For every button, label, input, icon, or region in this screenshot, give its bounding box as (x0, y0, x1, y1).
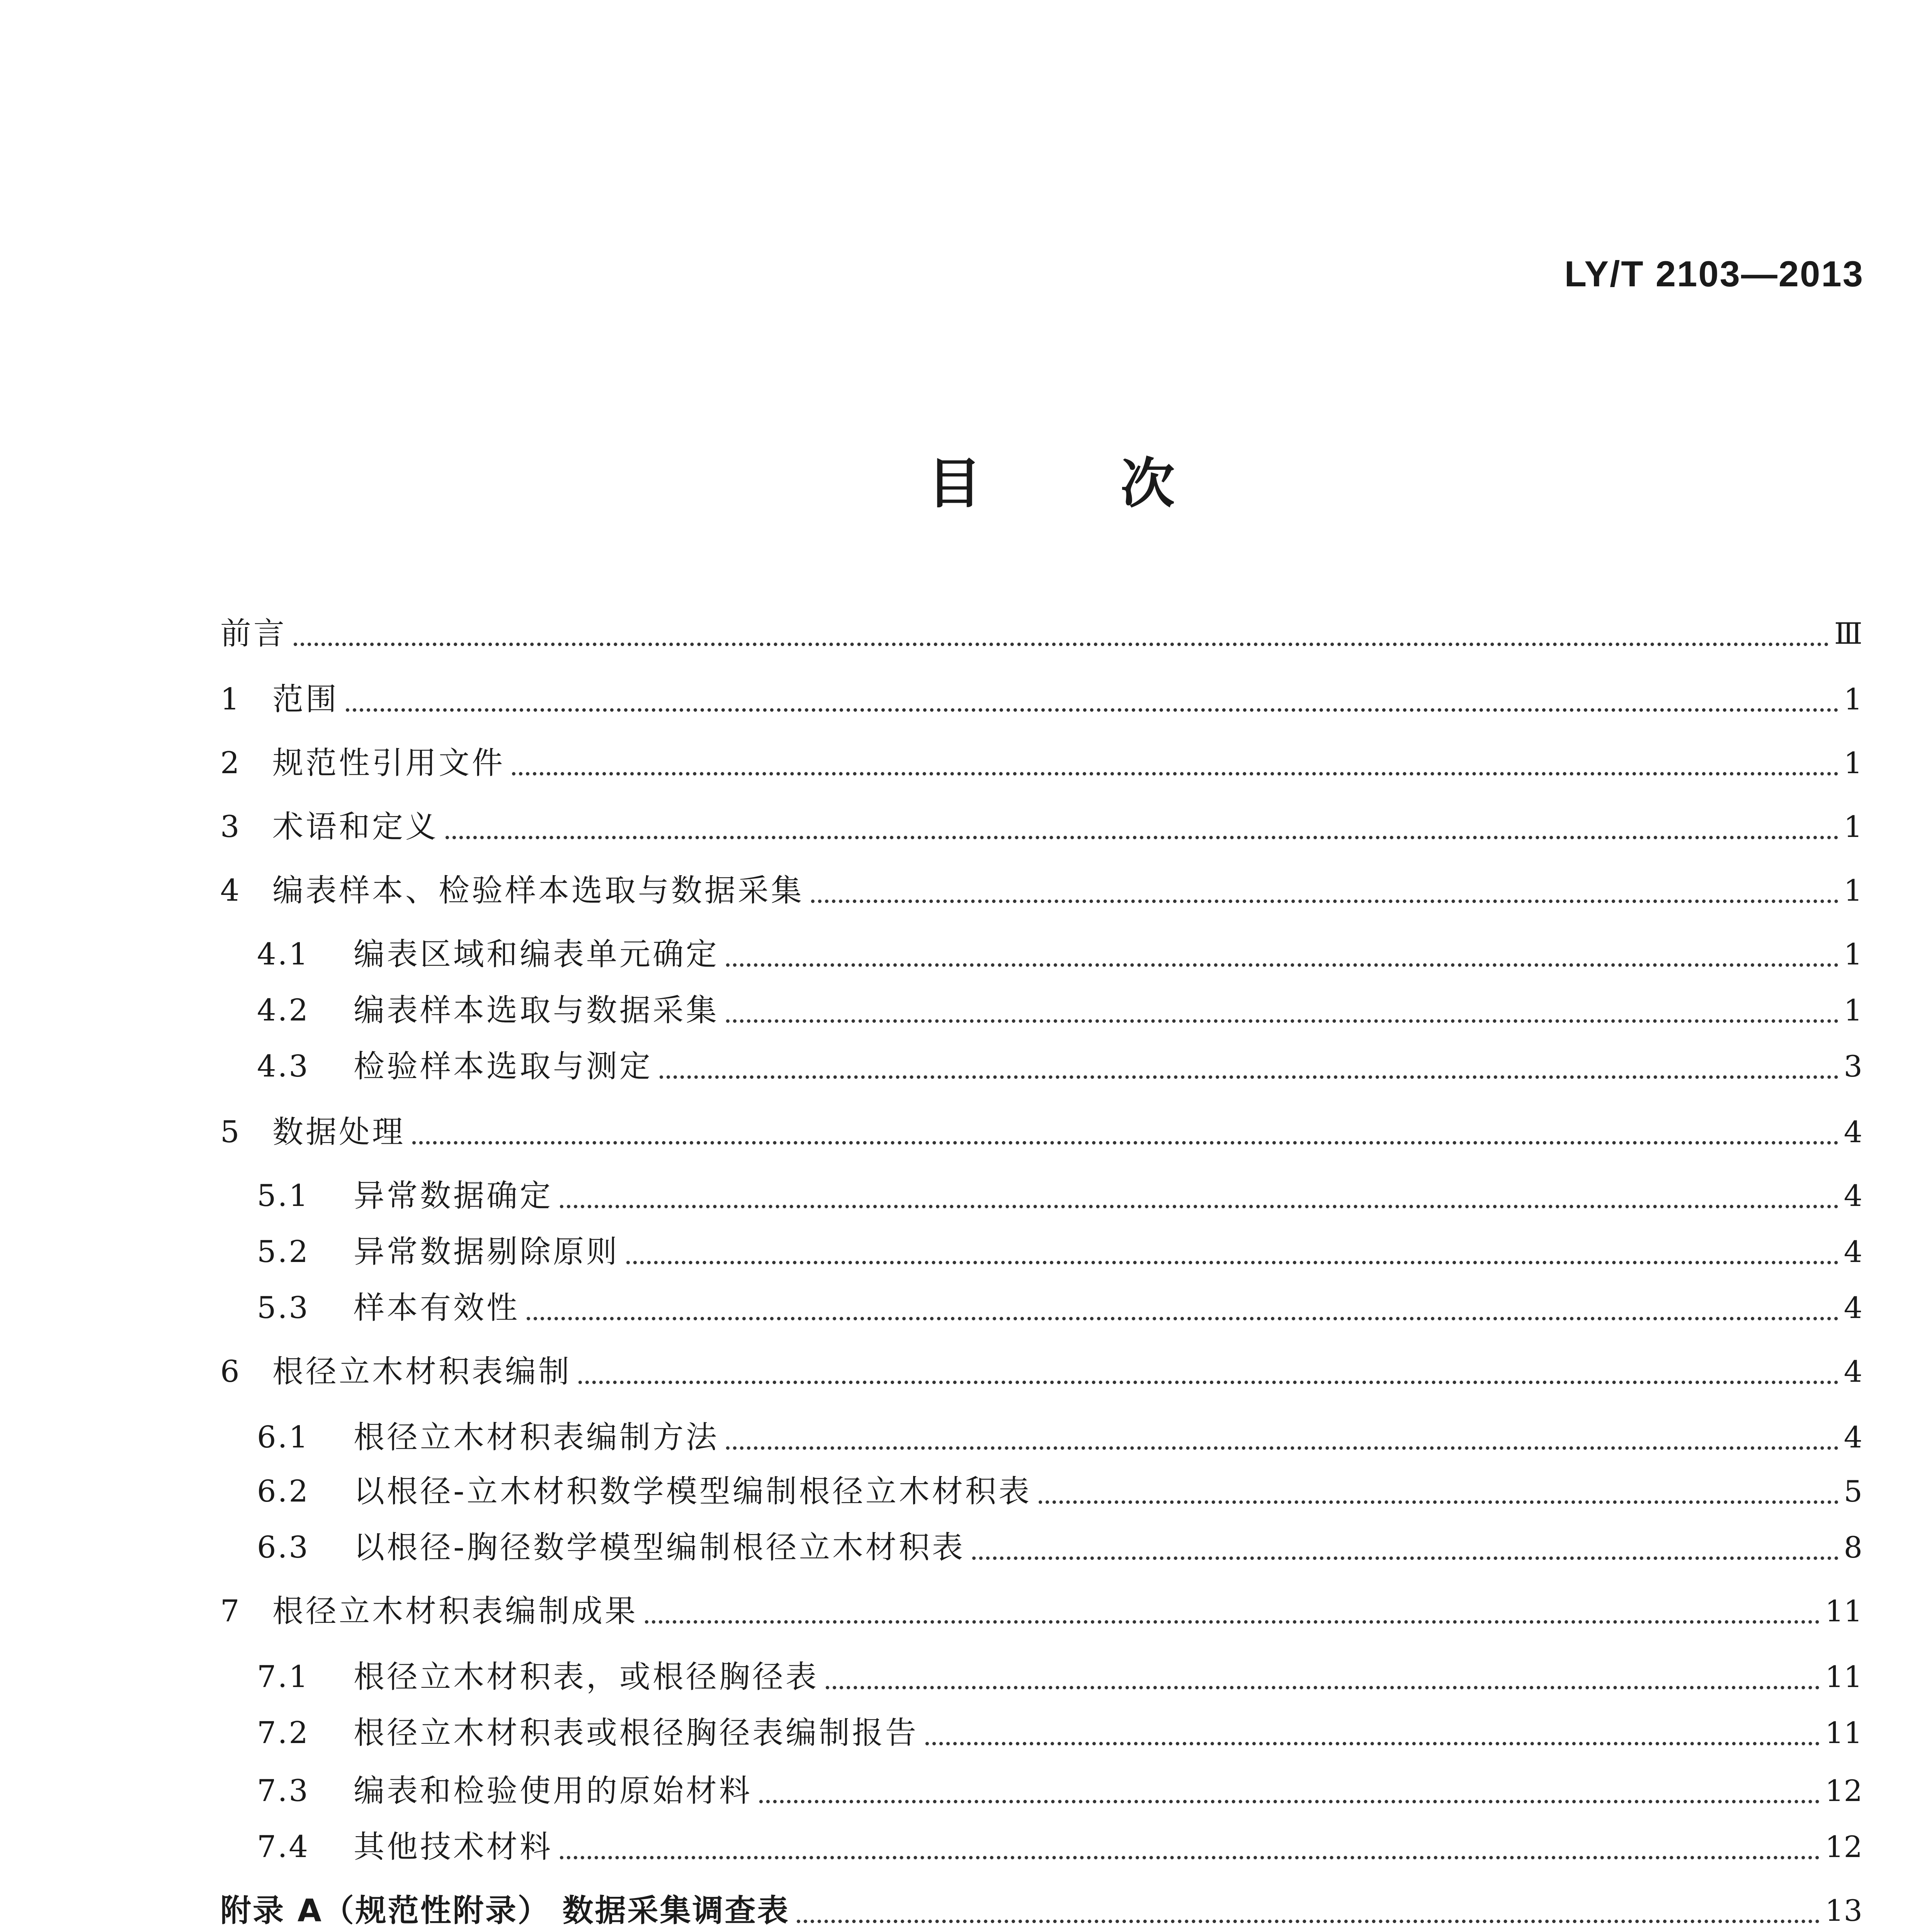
dot-leader (797, 1920, 1820, 1923)
toc-entry[interactable] (220, 1341, 1862, 1391)
toc-entry-page: 1 (1844, 682, 1862, 716)
dot-leader (527, 1317, 1838, 1320)
toc-entry[interactable] (220, 796, 1862, 846)
toc-entry-page: 4 (1844, 1420, 1862, 1454)
dot-leader (626, 1261, 1838, 1264)
dot-leader (811, 900, 1838, 903)
toc-entry-title: 数据处理 (272, 1114, 405, 1150)
dot-leader (560, 1205, 1838, 1208)
dot-leader (446, 836, 1838, 839)
dot-leader (826, 1686, 1820, 1689)
toc-entry-page: 1 (1844, 873, 1862, 908)
toc-entry-number: 4.2 (257, 993, 310, 1028)
toc-entry-page: Ⅲ (1834, 616, 1862, 651)
dot-leader (759, 1800, 1820, 1803)
toc-entry-title: 编表样本、检验样本选取与数据采集 (272, 872, 804, 908)
toc-entry-title: 编表和检验使用的原始材料 (354, 1773, 752, 1809)
toc-entry-number: 6.2 (257, 1474, 310, 1509)
standard-code: LY/T 2103—2013 (1564, 253, 1864, 294)
toc-entry-number: 4.1 (257, 937, 310, 972)
dot-leader (512, 772, 1838, 776)
toc-entry[interactable] (257, 1277, 1862, 1327)
toc-entry-page: 11 (1825, 1660, 1862, 1694)
toc-entry-page: 4 (1844, 1291, 1862, 1325)
toc-entry-title: 规范性引用文件 (272, 745, 505, 781)
toc-entry-number: 7 (220, 1594, 240, 1629)
toc-entry-title: 根径立木材积表编制方法 (354, 1419, 719, 1455)
toc-entry-number: 7.4 (257, 1830, 310, 1864)
toc-entry-title: 异常数据确定 (354, 1178, 553, 1214)
toc-entry-title: 检验样本选取与测定 (354, 1048, 653, 1084)
toc-entry[interactable] (257, 1461, 1862, 1511)
dot-leader (1039, 1500, 1838, 1504)
toc-entry-number: 4 (220, 873, 240, 908)
toc-entry-number: 2 (220, 746, 240, 781)
toc-entry-page: 1 (1844, 746, 1862, 780)
toc-entry-number: 5.2 (257, 1235, 310, 1269)
toc-entry[interactable] (257, 1646, 1862, 1696)
dot-leader (560, 1856, 1820, 1859)
toc-entry-page: 12 (1825, 1830, 1862, 1864)
toc-entry-title: 以根径-立木材积数学模型编制根径立木材积表 (354, 1473, 1032, 1509)
toc-entry-title: 异常数据剔除原则 (354, 1234, 619, 1270)
toc-entry-page: 1 (1844, 937, 1862, 971)
dot-leader (925, 1742, 1820, 1745)
dot-leader (645, 1620, 1820, 1624)
toc-entry-title: 其他技术材料 (354, 1829, 553, 1865)
toc-entry-title: 术语和定义 (272, 809, 439, 845)
dot-leader (578, 1381, 1838, 1384)
toc-entry-title: 样本有效性 (354, 1290, 520, 1326)
toc-entry[interactable] (257, 1760, 1862, 1810)
toc-entry-title: 以根径-胸径数学模型编制根径立木材积表 (354, 1529, 965, 1565)
toc-entry-title: 编表区域和编表单元确定 (354, 936, 719, 972)
toc-entry-number: 1 (220, 682, 240, 717)
dot-leader (726, 1019, 1838, 1023)
toc-entry-title: 前言 (220, 616, 287, 651)
toc-entry[interactable] (220, 732, 1862, 782)
dot-leader (412, 1141, 1838, 1145)
toc-entry-page: 4 (1844, 1354, 1862, 1389)
dot-leader (726, 1446, 1838, 1450)
toc-entry-page: 1 (1844, 810, 1862, 844)
toc-entry[interactable] (257, 923, 1862, 974)
toc-entry[interactable] (257, 1702, 1862, 1752)
toc-entry-number: 7.2 (257, 1716, 310, 1750)
toc-entry[interactable] (220, 860, 1862, 910)
dot-leader (346, 708, 1838, 712)
toc-entry-number: 4.3 (257, 1049, 310, 1084)
toc-entry[interactable] (257, 1517, 1862, 1567)
toc-entry[interactable] (220, 1580, 1862, 1631)
toc-entry-number: 5.1 (257, 1179, 310, 1213)
toc-entry-page: 12 (1825, 1774, 1862, 1808)
toc-entry-number: 7.1 (257, 1660, 310, 1694)
toc-entry-title: 根径立木材积表，或根径胸径表 (354, 1659, 819, 1695)
toc-entry[interactable] (257, 1221, 1862, 1271)
dot-leader (294, 643, 1829, 646)
toc-entry-title: 根径立木材积表或根径胸径表编制报告 (354, 1715, 918, 1751)
toc-appendix-title: 附录 A（规范性附录） 数据采集调查表 (220, 1893, 790, 1929)
toc-entry-page: 1 (1844, 993, 1862, 1027)
toc-entry[interactable] (220, 1101, 1862, 1151)
toc-entry[interactable] (257, 1165, 1862, 1215)
toc-entry-page: 8 (1844, 1530, 1862, 1565)
toc-entry-title: 范围 (272, 681, 339, 717)
toc-entry-page: 4 (1844, 1115, 1862, 1149)
toc-entry-page: 4 (1844, 1179, 1862, 1213)
toc-entry[interactable] (220, 1880, 1862, 1930)
toc-entry-page: 13 (1825, 1893, 1862, 1928)
dot-leader (726, 963, 1838, 967)
toc-entry-number: 6.3 (257, 1530, 310, 1565)
toc-entry-page: 4 (1844, 1235, 1862, 1269)
toc-entry-number: 6.1 (257, 1420, 310, 1455)
toc-entry-number: 6 (220, 1354, 240, 1389)
toc-entry-title: 根径立木材积表编制 (272, 1354, 571, 1389)
toc-entry[interactable] (257, 980, 1862, 1030)
toc-entry-number: 5 (220, 1115, 240, 1150)
toc-entry[interactable] (257, 1816, 1862, 1866)
toc-entry-title: 编表样本选取与数据采集 (354, 992, 719, 1028)
dot-leader (660, 1075, 1838, 1079)
dot-leader (972, 1556, 1838, 1560)
toc-entry-number: 3 (220, 810, 240, 844)
toc-entry-title: 根径立木材积表编制成果 (272, 1593, 638, 1629)
toc-entry[interactable] (220, 603, 1862, 653)
toc-entry-number: 5.3 (257, 1291, 310, 1325)
toc-entry[interactable] (257, 1406, 1862, 1457)
toc-entry[interactable] (257, 1036, 1862, 1086)
toc-entry-page: 11 (1825, 1716, 1862, 1750)
toc-entry-page: 3 (1844, 1049, 1862, 1083)
toc-entry[interactable] (220, 668, 1862, 719)
toc-title: 目次 (927, 452, 1314, 515)
toc-entry-page: 5 (1844, 1474, 1862, 1509)
toc-entry-page: 11 (1825, 1594, 1862, 1628)
toc-entry-number: 7.3 (257, 1774, 310, 1808)
